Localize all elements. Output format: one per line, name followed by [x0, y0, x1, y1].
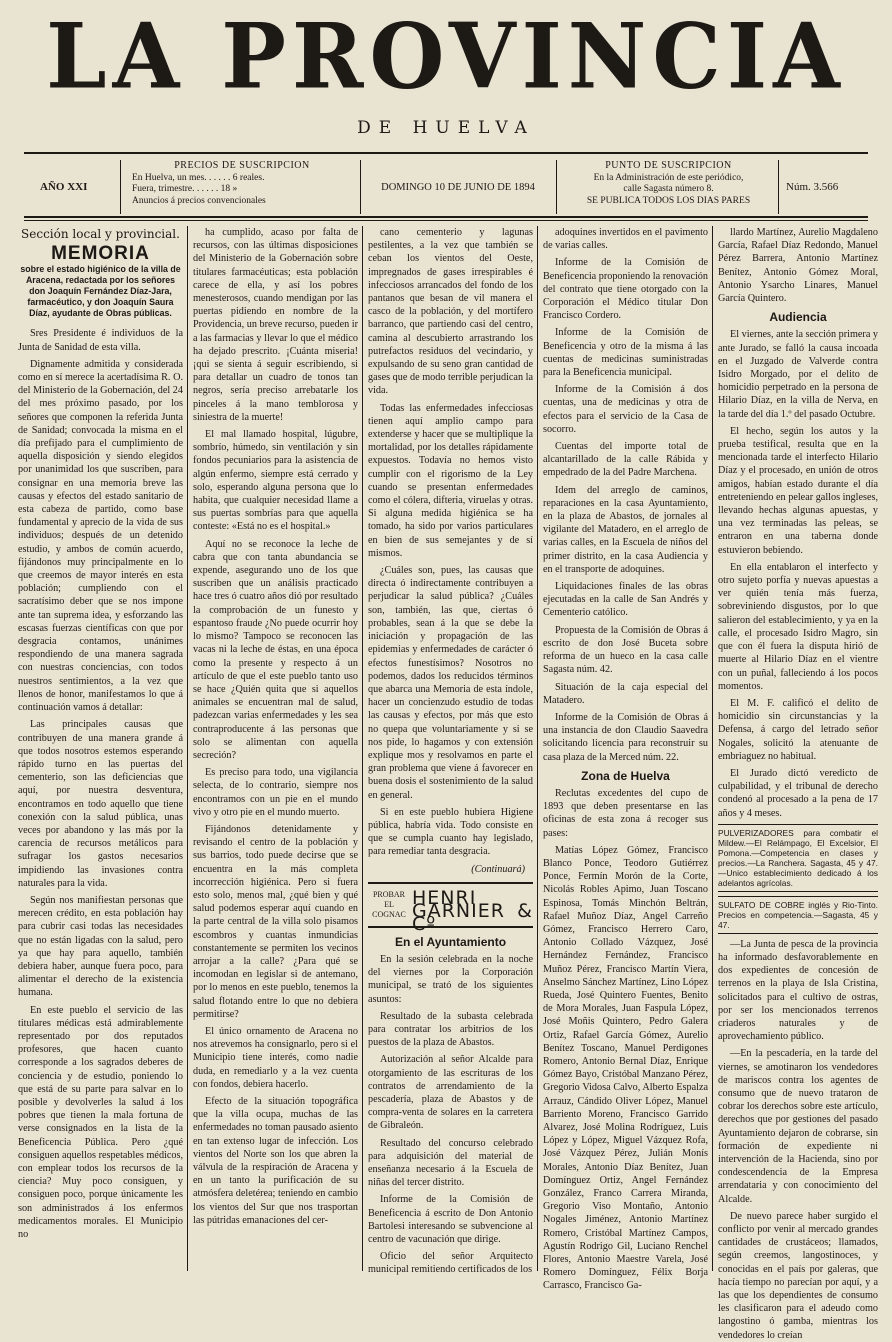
article-title: MEMORIA	[51, 243, 150, 265]
divider	[556, 160, 557, 214]
cognac-ad-tagline: PROBAR EL COGNAC	[372, 889, 406, 919]
subscription-prices	[132, 160, 352, 212]
paragraph: Sres Presidente é individuos de la Junta de Sanidad de esta villa.	[18, 328, 183, 353]
sprayers-ad: PULVERIZADORES para combatir el Mildew.—El Relámpago, El Excelsior, El Pomona.—Competencia en clases y precios.—La Ranchera. Sagasta, 45 y 47.—Unico establecimiento dedicado á los adelantos agrícolas.	[718, 824, 878, 892]
paragraph: El Jurado dictó veredicto de culpabilidad, y el tribunal de derecho condenó al procesado a la pena de 17 años y 4 meses.	[718, 767, 878, 819]
paragraph: En este pueblo el servicio de las titulares médicas está admirablemente representado por dos reputados profesores, que hacen cuanto corresponde a los sagrados deberes de conciencia y de estudio, poniendo lo que está de su parte para salvar en lo posible y devolverles la salud á los pobres que tienen la mala fortuna de verse consignados en la lista de la Beneficencia Pública. Pero ¿qué consiguen aquellos respetables médicos, con emplear todos los recursos de la ciencia? Muy poco consiguen, y consiguen poco, porque únicamente les son administrados á los enfermos medicamentos morales. El Municipio no	[18, 1004, 183, 1241]
paragraph: Aquí no se reconoce la leche de cabra que con tanta abundancia se expende, asegurando uno de los que suscriben que un análisis practicado hace tres ó cuatro años dió por resultado la comprobación de un funesto y espantoso fraude ¿No puede ocurrir hoy lo mismo? Tampoco se reconocen las vacas ni la leche de éstas, en una época como la presente y respecto á un artículo de que el este pueblo tanto uso se hace ¿Quién quita que si aquellos animales se encuentran mal de salud, padezcan varias enfermedades y les sea contraproducente á las personas que solo se alimentan con aquella secreción?	[193, 538, 358, 761]
point-line-3: SE PUBLICA TODOS LOS DIAS PARES	[586, 196, 751, 207]
column-5	[718, 226, 878, 1341]
divider	[120, 160, 121, 214]
paragraph: Propuesta de la Comisión de Obras á escrito de don José Buceta sobre reforma de un hueco en la casa calle Sagasta núm. 42.	[543, 624, 708, 676]
point-line-1: En la Administración de este periódico,	[593, 172, 744, 183]
year-label: AÑO XXI	[40, 181, 88, 193]
masthead-title: LA PROVINCIA	[46, 3, 846, 110]
paragraph: Informe de la Comisión de Beneficencia y otro de la misma á las cuentas de medicinas suministradas para la Beneficencia municipal.	[543, 327, 708, 379]
point-head: PUNTO DE SUSCRIPCION	[605, 160, 732, 171]
paragraph: Si en este pueblo hubiera Higiene pública, habría vida. Todo consiste en que se cumpla cuanto hay legislado, para remediar tanta desgracia.	[368, 806, 533, 858]
paragraph: El único ornamento de Aracena no nos atrevemos ha consignarlo, pero si el Municipio tiene interés, como nadie duda, en remediarlo y a la vez cuenta con fondos, debiera hacerlo.	[193, 1025, 358, 1090]
prices-head: PRECIOS DE SUSCRIPCION	[174, 160, 310, 171]
prices-line-1: En Huelva, un mes. . . . . . 6 reales.	[132, 172, 265, 183]
paragraph: Cuentas del importe total de alcantarillado de la calle Rábida y empedrado de la del Padre Marchena.	[543, 441, 708, 479]
column-divider	[537, 226, 538, 1271]
column-1	[18, 226, 183, 1271]
info-bottom-rule-thin	[24, 220, 868, 221]
continuation-note: (Continuará)	[471, 863, 525, 875]
cognac-ad-brand: HENRI GARNIER & Cº	[412, 886, 533, 936]
masthead-subtitle: DE HUELVA	[357, 118, 535, 138]
issue-date: DOMINGO 10 DE JUNIO DE 1894	[381, 182, 535, 193]
paragraph: Informe de la Comisión á dos cuentas, una de medicinas y otra de efectos para el servicio de la Casa de socorro.	[543, 384, 708, 435]
paragraph: Liquidaciones finales de las obras ejecutadas en la calle de San Andrés y Cementerio católico.	[543, 581, 708, 619]
info-bottom-rule	[24, 216, 868, 218]
issue-number: Núm. 3.566	[786, 181, 839, 193]
paragraph: El viernes, ante la sección primera y ante Jurado, se falló la causa incoada en el Juzgado de Valverde contra Isidro Morgado, por el delito de homicidio perpetrado en la persona de Hilario Díaz, en la villa de Nerva, en la tarde del día 1.º del pasado Octubre.	[718, 329, 878, 420]
paragraph: Es preciso para todo, una vigilancia selecta, de lo contrario, siempre nos encontramos con un pie en el mundo vivo y otro pie en el mundo muerto.	[193, 767, 358, 818]
paragraph: —En la pescadería, en la tarde del viernes, se amotinaron los vendedores de mariscos contra los agentes de consumo que de nuevo trataron de cobrar los derechos sobre este artículo, derechos que por gestiones del pasado Ayuntamiento dejaron de cobrarse, sin formación de expediente ni intervención de la Hacienda, sino por condescendencia de la Empresa arrendataria y con conocimiento del Alcalde.	[718, 1048, 878, 1205]
paragraph: cano cementerio y lagunas pestilentes, a la vez que también se ceban los vientos del Oeste, impregnados de gases irrespirables é infecciosos arrancados del fondo de los pantanos que besan de vil manera el casco de la población, y del mortífero barranco, que partiendo casi del centro, camina al descubierto arrastrando los putrefactos residuos del vecindario, y expulsando de su seno gran cantidad de gases que de modo terrible perjudican la vida.	[368, 227, 533, 397]
paragraph: Informe de la Comisión de Beneficencia á escrito de Don Antonio Bartolesi interesando se subvencione al centro de vacunación que dirige.	[368, 1194, 533, 1246]
paragraph: Dignamente admitida y considerada como en sí merece la acertadísima R. O. del Ministerio de la Gobernación, del 24 del mes próximo pasado, por los señores que componen la referida Junta de Sanidad; convocada la misma en el día prefijado para el cumplimiento de aquella disposición y siendo elegidos por unanimidad los que suscriben, para consignar en una memoria breve las causas y efectos del estado sanitario de esta cabeza de partido, como base fundamental y aprecio de la vida de sus individuos; después de un detenido estudio, y ambos de común acuerdo, fijándonos muy principalmente en lo que creemos de mayor interés en esta población; cumpliendo con el sacratísimo deber que se nos impone ante tan suprema idea, y esforzando las escasas fuerzas científicas con que por desgracia contamos, unánimes respondiendo de una manera sagrada con nuestras conciencias, con todos nuestros sentimientos, a la vez que llenos de honor, manifestamos lo que á continuación vamos á detallar:	[18, 358, 183, 714]
paragraph: adoquines invertidos en el pavimento de varias calles.	[543, 227, 708, 252]
paragraph: Informe de la Comisión de Obras á una instancia de don Claudio Saavedra solicitando licencia para reconstruir su casa plaza de la Merced núm. 22.	[543, 711, 708, 763]
paragraph: Resultado del concurso celebrado para adquisición del material de enseñanza necesario á la Escuela de niñas del tercer distrito.	[368, 1137, 533, 1189]
prices-line-3: Anuncios á precios convencionales	[132, 196, 266, 207]
section-heading: Audiencia	[769, 310, 827, 325]
paragraph: Situación de la caja especial del Matadero.	[543, 681, 708, 706]
subscription-point	[566, 160, 771, 212]
paragraph: —La Junta de pesca de la provincia ha informado desfavorablemente en dos expedientes de concesión de terrenos en la playa de Isla Cristina, solicitados para el cultivo de ostras, por ser los mencionados terrenos criaderos naturales y de aprovechamiento público.	[718, 938, 878, 1043]
paragraph: El hecho, según los autos y la prueba testifical, resulta que en la mencionada tarde el interfecto Hilario Díaz y el procesado, en unión de otros amigos, habían estado durante el día entreteniendo en pelear gallos ingleses, llevando hechas algunas apuestas, y una vez terminadas las peleas, se entraron en una taberna donde estuvieron bebiendo.	[718, 425, 878, 556]
paragraph: Todas las enfermedades infecciosas tienen aquí amplio campo para extenderse y hacer que se multiplique la mortalidad, por los detalles rápidamente expuestos. Todavía no hemos visto cumplir con el rigorismo de la Ley cuando se presentan enfermedades como el cólera, difteria, viruelas y otras. Si alguna medida higiénica se ha tomado, ha sido por varios particulares en bien de sus semejantes y de sí mismos.	[368, 402, 533, 559]
paragraph: Resultado de la subasta celebrada para contratar los arbitrios de los puestos de la plaza de Abastos.	[368, 1010, 533, 1049]
section-title: Sección local y provincial.	[21, 227, 180, 241]
column-4	[543, 226, 708, 1292]
paragraph: En la sesión celebrada en la noche del viernes por la Corporación municipal, se trató de los siguientes asuntos:	[368, 953, 533, 1005]
cognac-ad	[368, 882, 533, 936]
paragraph: Oficio del señor Arquitecto municipal remitiendo certificados de los	[368, 1251, 533, 1276]
column-3	[368, 226, 533, 1276]
paragraph: Las principales causas que contribuyen de una manera grande á que todos nosotros estemos esperando rápido turno en las puertas del cementerio, son las deficiencias que aquí, por nuestra desventura, encontramos en todo aquello que tiene conexión con la salud pública, unas veces por abandono y las más por la carencia de recursos metálicos para sufragar los gastos necesarios impidiendo las invasiones contra naturales para la vida.	[18, 719, 183, 889]
paragraph: ¿Cuáles son, pues, las causas que directa ó indirectamente contribuyen a perjudicar la salud pública? ¿Cuáles son, también, las que, ciertas ó probables, sean á la que se debe la iniciación y propagación de las epidemias y enfermedades de carácter ó efectos funestísimos? Nosotros no podemos, dados los reducidos términos que abarca una Memoria de esta índole, hacer un concienzudo estudio de todas las causas y efectos, por más que esto no quepa que voluntariamente y si se nos pide, lo hagamos y con extensión explique mos y resolvamos en parte el gran problema que viene á favorecer en buena dosis el sostenimiento de la salud en general.	[368, 565, 533, 801]
top-rule	[24, 152, 868, 154]
column-divider	[712, 226, 713, 1271]
paragraph: ha cumplido, acaso por falta de recursos, con las últimas disposiciones del Ministerio de la Gobernación sobre titulares farmacéuticas; esta población carece de ella, y así los pobres menesterosos, cuando mendigan por las puertas pidiendo en nombre de la Providencia, un breve recurso, pueden ir a las farmacias y llevar lo que el médico ha dejado prescrito. ¡Cuánta miseria! ¡qui se sienta á seguir escribiendo, si para detallar un cuadro de tonos tan negros, sería preciso arrebatarle los pinceles á la mano temblorosa y siniestra de la muerte!	[193, 227, 358, 423]
paragraph: Matías López Gómez, Francisco Blanco Ponce, Teodoro Gutiérrez Ponce, Fermín Morón de la Corte, Nicolás Robles Apimo, Juan Toscano Espinosa, Tomás Minchón Beltrán, Rafael Muñoz Díaz, Angel Carreño Gómez, Francisco Herrero Caro, Antonio Collado Vázquez, José Hernández Fernández, Francisco Muñoz Pérez, Francisco Martín Viera, Anselmo Sánchez Martínez, Lino López Rueda, José Quintero Fuentes, Benito de Mora Morales, Juan Faspula López, José Moñis Quintero, Pedro Galera Ortiz, Rafael García Gómez, Aurelio Benítez Toscano, Manuel Perdigones Romero, Antonio Bernal Díaz, Enrique Gómez Bayo, Cristóbal Manzano Pérez, Gregorio Vidosa Calvo, Alberto Espalza Arrauz, Cándido Oliver López, Manuel Barriento Moreno, Francisco Garrido Alvarez, José Molina Rodríguez, Luis López y López, Miguel Vázquez Rofa, José Vázquez Pérez, Julián Monís Morales, Antonio Díaz Benítez, Juan Domínguez Ortiz, Angel Fernández González, Franco Carrera Miranda, Gregorio Viso Montaño, Antonio Nogales Jiménez, Antonio Martínez Romero, Cristóbal Martínez Campos, Agustín Rodrigo Gil, Luciano Renchel Flores, Antonio Maestre Varela, José Romero Domínguez, Félix Borja Carrasco, Francisco Ga-	[543, 844, 708, 1292]
column-2	[193, 226, 358, 1271]
paragraph: llardo Martínez, Aurelio Magdaleno García, Rafael Díaz Redondo, Manuel Pérez Barrera, Antonio Martínez Benítez, Antonio Gómez Moral, Antonio Ysarcho Linares, Manuel García Quintero.	[718, 227, 878, 305]
paragraph: Fijándonos detenidamente y revisando el centro de la población y sus barrios, todo puede decirse que se encuentra en la más completa incorrección higiénica. Pero si fuera esto solo, menos mal, ¿qué bien y qué salud podemos esperar aquí cuando en la parte central de la villa solo pisamos escombros y cuantas inmundicias constantemente se permiten los vecinos arrojar a la calle? ¿Para qué se incomodan en legislar si de antemano, por lo menos en este pueblo, tenemos la salud flotando entre lo que no debiera permitirse?	[193, 823, 358, 1020]
divider	[778, 160, 779, 214]
divider	[360, 160, 361, 214]
copper-sulfate-ad: SULFATO DE COBRE inglés y Rio-Tinto. Precios en competencia.—Sagasta, 45 y 47.	[718, 896, 878, 934]
column-divider	[187, 226, 188, 1271]
paragraph: Idem del arreglo de caminos, reparaciones en la casa Ayuntamiento, en la plaza de Abastos, de jornales al vigilante del Matadero, en el arreglo de varias calles, en la Escuela de niños del primer distrito, en la casa Audiencia y en el transporte de adoquines.	[543, 484, 708, 575]
paragraph: Informe de la Comisión de Beneficencia proponiendo la renovación del contrato que tiene otorgado con la Corporación el Médico titular Don Francisco Cordero.	[543, 257, 708, 322]
paragraph: En ella entablaron el interfecto y otro sujeto porfía y nuevas apuestas a ver quién tenía más fuerza, sobreviniendo disgustos, por lo que salieron del establecimiento, y ya en la calle, el procesado Isidro Magro, sin que con él fuera la disputa hirió de muerte al Hilario Díaz en el vientre con un puñal, falleciendo á los pocos momentos.	[718, 561, 878, 692]
paragraph: Reclutas excedentes del cupo de 1893 que deben presentarse en las oficinas de esta zona á recoger sus pases:	[543, 787, 708, 839]
paragraph: Según nos manifiestan personas que merecen crédito, en esta población hay para cubrir casi todas las necesidades que no están ligadas con la salud, pero ya que hay para aquello, también debiera haber, aunque fuera poco, para alimentar el derecho de la existencia humana.	[18, 894, 183, 999]
paragraph: Autorización al señor Alcalde para otorgamiento de las escrituras de los contratos de arrendamiento de la pescadería, plaza de Abastos y de compra-venta de solares en la carretera de Gibraleón.	[368, 1054, 533, 1132]
paragraph: Efecto de la situación topográfica que la villa ocupa, muchas de las enfermedades no toman pausado asiento en tan extenso lugar de infección. Los vientos del Norte son los que abren la válvula de la respiración de Aracena y en un tanto la purificación de su atmósfera deletérea; teniendo en cambio los vientos del Sur que nos trasportan las pútridas emanaciones del cer-	[193, 1096, 358, 1226]
paragraph: El M. F. calificó el delito de homicidio sin circunstancias y la Defensa, á cargo del letrado señor Nogales, solicitó la atenuante de embriaguez no habitual.	[718, 697, 878, 762]
column-divider	[362, 226, 363, 1271]
paragraph: De nuevo parece haber surgido el conflicto por venir al mercado grandes cantidades de crustáceos; llamados, según creemos, langostinoces, y conocidas en el país por galeras, que hacía tiempo no parecían por aquí, y a las que los dependientes de consumo les clasificaron para el adeudo como langostino ó gamba, mientras los vendedores lo creían	[718, 1210, 878, 1341]
article-subtitle: sobre el estado higiénico de la villa de Aracena, redactada por los señores don Joaquín Fernández Díaz-Jara, farmacéutico, y don Joaquín Saura Díaz, ayudante de Obras públicas.	[20, 264, 181, 319]
prices-line-2: Fuera, trimestre. . . . . . 18 »	[132, 184, 238, 195]
section-heading: En el Ayuntamiento	[394, 934, 507, 949]
point-line-2: calle Sagasta número 8.	[623, 184, 714, 195]
section-heading: Zona de Huelva	[581, 768, 670, 783]
paragraph: El mal llamado hospital, lúgubre, sombrío, húmedo, sin ventilación y sin fondos pecuniarios para la asistencia de algún enfermo, siempre está cerrado y solo, esperando alguna persona que lo habita, que cualquier necesidad llame a sus puertas sombrías para que aquella conteste: «Está no es el hospital.»	[193, 429, 358, 533]
